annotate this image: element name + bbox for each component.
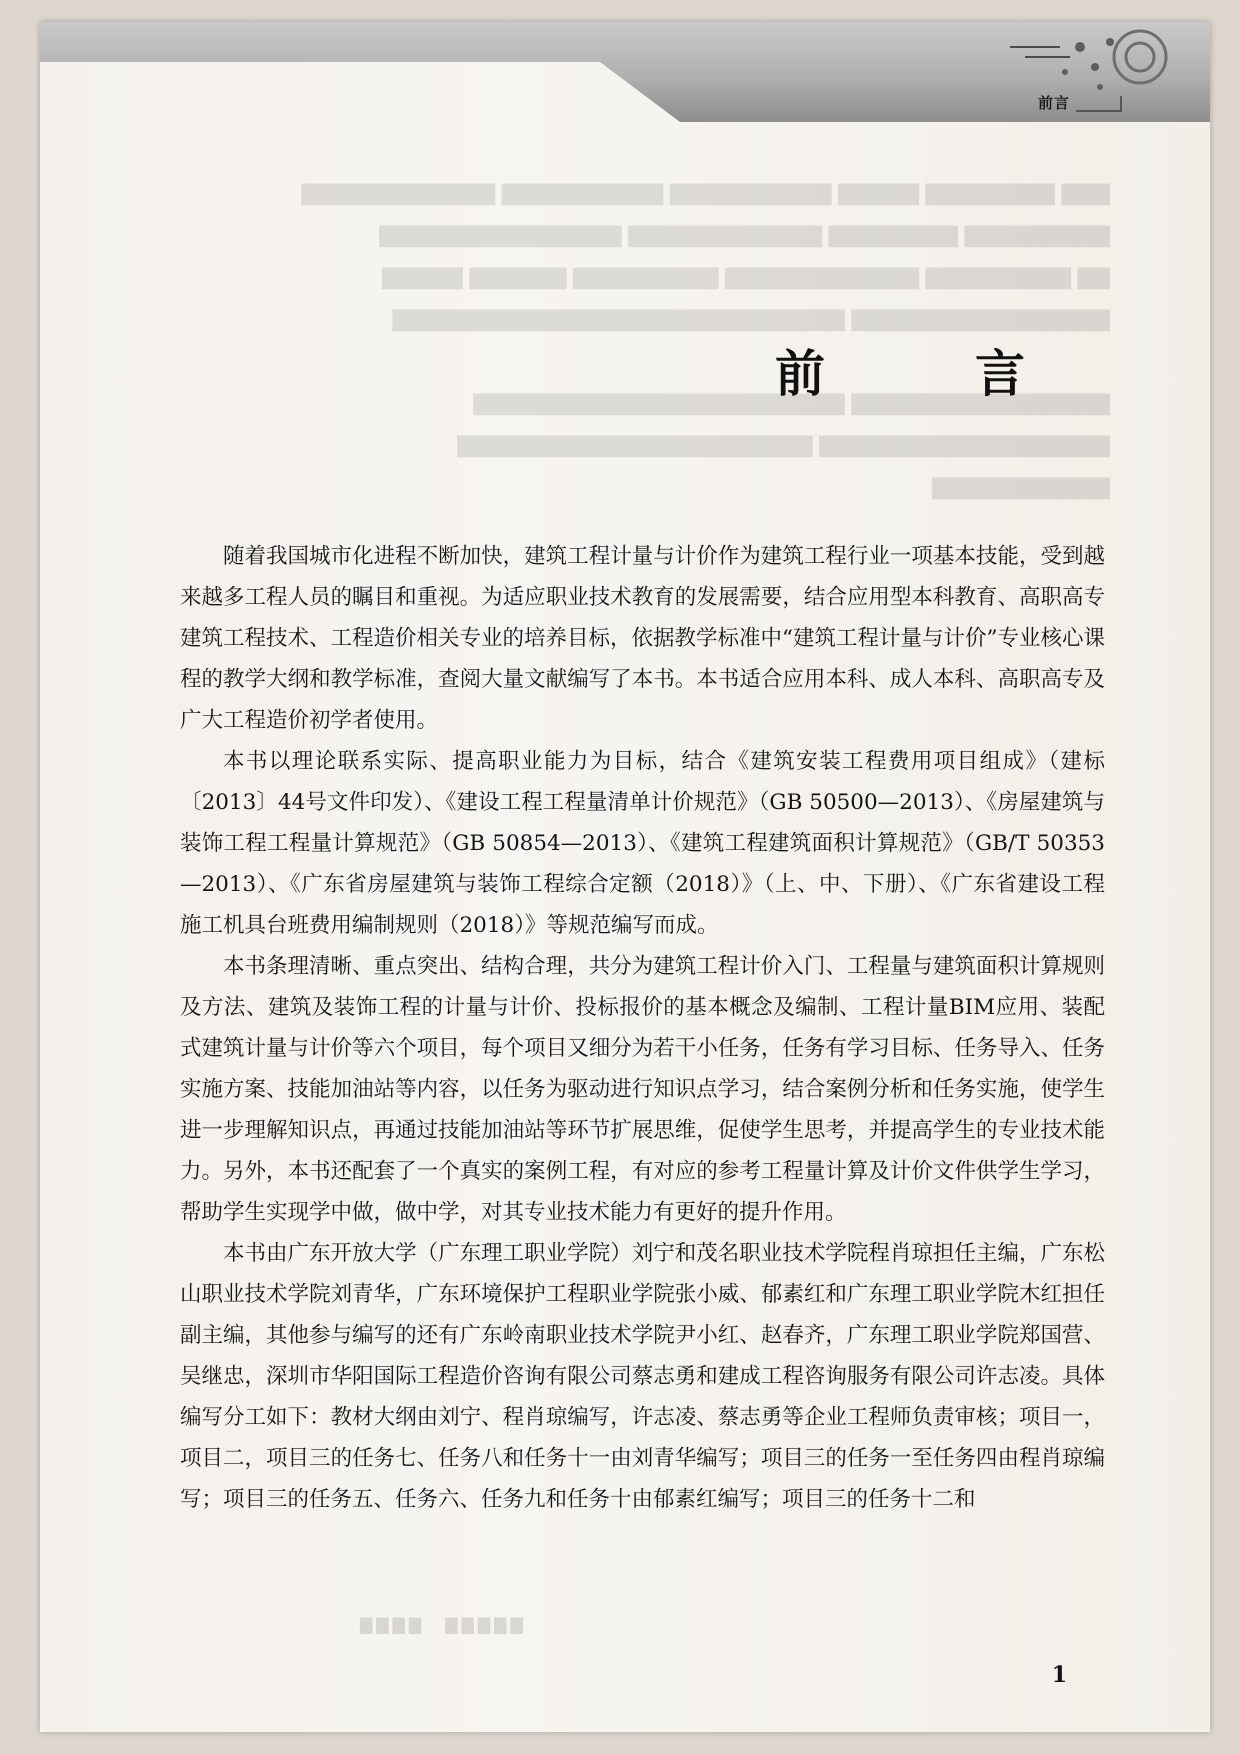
paragraph: 本书由广东开放大学（广东理工职业学院）刘宁和茂名职业技术学院程肖琼担任主编，广东松山职业技术学院刘青华，广东环境保护工程职业学院张小威、郁素红和广东理工职业学院木红担任副主编，其他参与编写的还有广东岭南职业技术学院尹小红、赵春齐，广东理工职业学院郑国营、吴继忠，深圳市华阳国际工程造价咨询有限公司蔡志勇和建成工程咨询服务有限公司许志凌。具体编写分工如下：教材大纲由刘宁、程肖琼编写，许志凌、蔡志勇等企业工程师负责审核；项目一，项目二，项目三的任务七、任务八和任务十一由刘青华编写；项目三的任务一至任务四由程肖琼编写；项目三的任务五、任务六、任务九和任务十由郁素红编写；项目三的任务十二和: [180, 1241, 1105, 1512]
gear-decoration-icon: [1000, 27, 1180, 107]
paragraph: 随着我国城市化进程不断加快，建筑工程计量与计价作为建筑工程行业一项基本技能，受到越来越多工程人员的瞩目和重视。为适应职业技术教育的发展需要，结合应用型本科教育、高职高专建筑工程技术、工程造价相关专业的培养目标，依据教学标准中“建筑工程计量与计价”专业核心课程的教学大纲和教学标准，查阅大量文献编写了本书。本书适合应用本科、成人本科、高职高专及广大工程造价初学者使用。: [180, 544, 1105, 733]
paragraph: 本书条理清晰、重点突出、结构合理，共分为建筑工程计价入门、工程量与建筑面积计算规则及方法、建筑及装饰工程的计量与计价、投标报价的基本概念及编制、工程计量BIM应用、装配式建筑计量与计价等六个项目，每个项目又细分为若干小任务，任务有学习目标、任务导入、任务实施方案、技能加油站等内容，以任务为驱动进行知识点学习，结合案例分析和任务实施，使学生进一步理解知识点，再通过技能加油站等环节扩展思维，促使学生思考，并提高学生的专业技术能力。另外，本书还配套了一个真实的案例工程，有对应的参考工程量计算及计价文件供学生学习，帮助学生实现学中做，做中学，对其专业技术能力有更好的提升作用。: [180, 954, 1105, 1225]
bleed-through-footer: ▇▇▇▇ ▇▇▇▇▇: [360, 1615, 527, 1634]
page-title: 前 言: [775, 344, 1075, 403]
bleed-through-texture: ▇▇▇ ▇▇▇▇▇▇▇▇ ▇▇▇▇▇ ▇▇▇▇▇▇▇▇▇▇ ▇▇▇▇▇▇▇▇▇▇ ▇▇▇▇▇▇▇▇▇▇▇▇ ▇▇▇▇▇▇▇▇▇ ▇▇▇▇▇▇▇▇ ▇▇▇▇▇▇▇▇▇▇▇▇ ▇▇▇▇▇▇▇▇▇▇▇▇▇▇▇ ▇▇ ▇▇▇▇▇▇▇▇▇ ▇▇▇▇▇▇▇▇▇▇▇▇ ▇▇▇▇▇▇▇▇▇ ▇▇▇▇▇▇ ▇▇▇▇▇ ▇▇▇▇▇▇▇▇▇▇▇▇▇▇▇▇ ▇▇▇▇▇▇▇▇▇▇▇▇▇▇▇▇▇▇▇▇▇▇▇▇▇▇▇▇ ▇▇▇▇▇▇▇▇▇▇▇▇▇▇▇▇ ▇▇▇▇▇▇▇▇▇▇▇▇▇▇▇▇▇▇▇▇▇▇▇ ▇▇▇▇▇▇▇▇▇▇▇▇▇▇▇▇▇▇ ▇▇▇▇▇▇▇▇▇▇▇▇▇▇▇▇▇▇▇▇▇▇ ▇▇▇▇▇▇▇▇▇▇▇: [301, 181, 1110, 499]
header-marker: [1076, 96, 1122, 112]
running-header: 前言: [1037, 94, 1070, 112]
paragraph: 本书以理论联系实际、提高职业能力为目标，结合《建筑安装工程费用项目组成》（建标〔2013〕44号文件印发）、《建设工程工程量清单计价规范》（GB 50500—2013）、《房屋建筑与装饰工程工程量计算规范》（GB 50854—2013）、《建筑工程建筑面积计算规范》（GB/T 50353—2013）、《广东省房屋建筑与装饰工程综合定额（2018）》（上、中、下册）、《广东省建设工程施工机具台班费用编制规则（2018）》等规范编写而成。: [180, 749, 1105, 938]
page-number: 1: [1051, 1662, 1067, 1688]
preface-body: [180, 536, 1105, 1520]
book-page: [40, 22, 1210, 1732]
